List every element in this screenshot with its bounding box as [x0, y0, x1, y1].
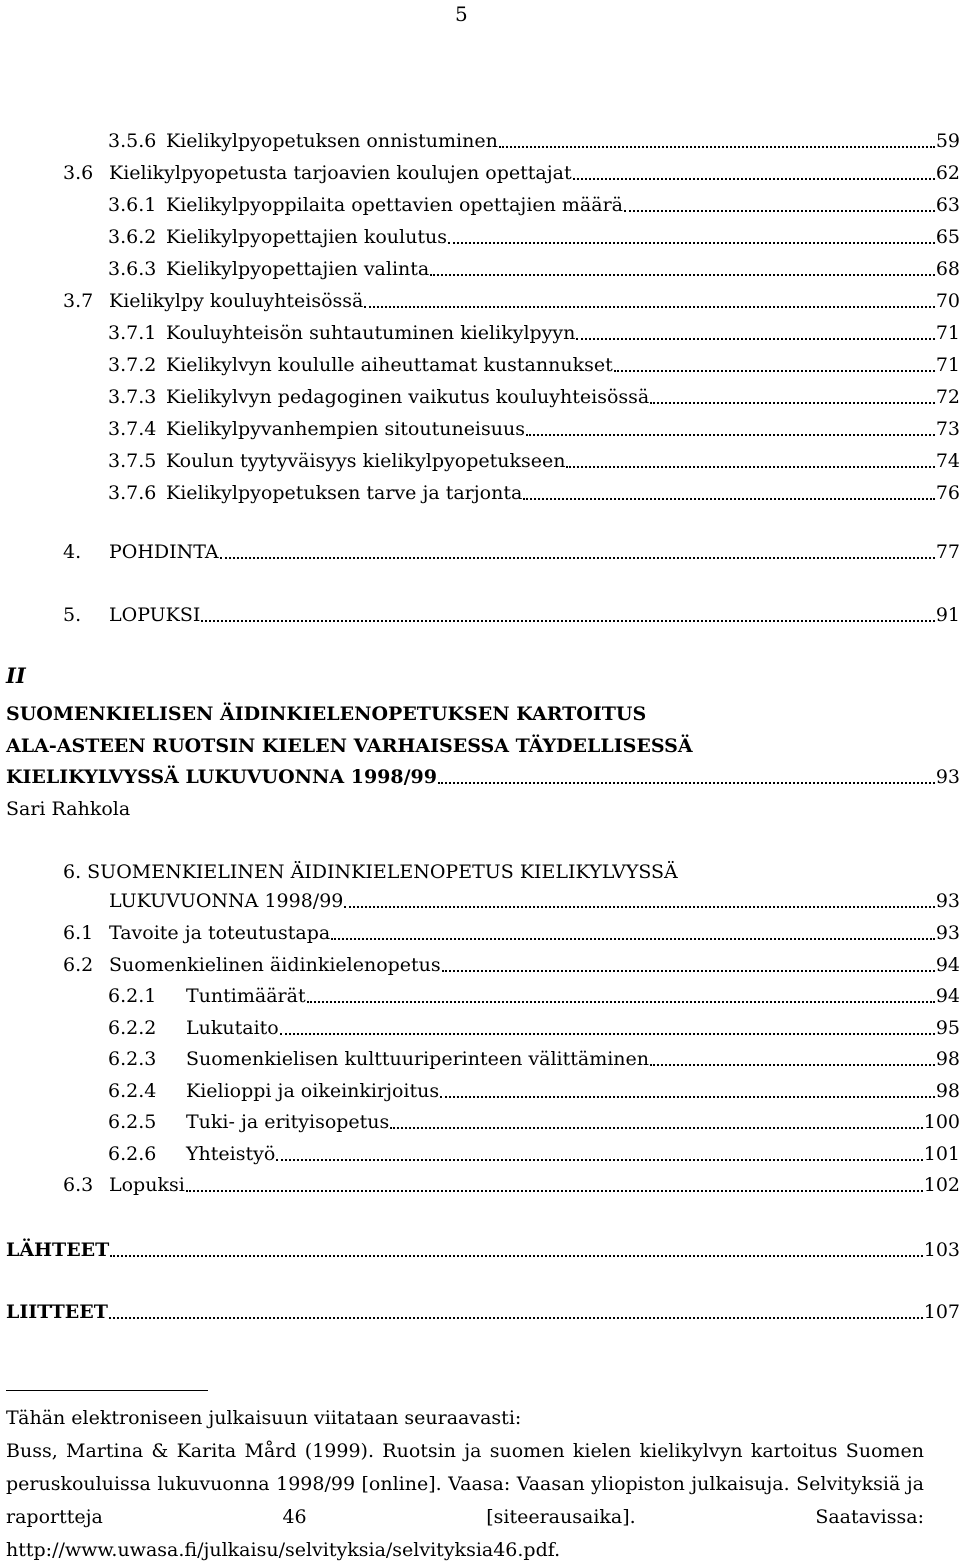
part-numeral: II: [6, 663, 26, 688]
toc-entry[interactable]: [63, 950, 960, 980]
toc-entry-number: 3.7.2: [108, 354, 157, 376]
toc-entry[interactable]: [108, 1044, 960, 1074]
toc-entry-page: 73: [935, 418, 960, 440]
citation-footnote: [6, 1402, 924, 1567]
toc-entry-liitteet[interactable]: [6, 1297, 960, 1327]
toc-entry-number: 6.2.1: [108, 985, 157, 1007]
toc-leader-dots: [109, 1317, 923, 1319]
toc-leader-dots: [624, 210, 935, 212]
toc-entry-title: Kielikylpyopettajien valinta: [166, 258, 430, 280]
toc-entry-title: Kouluyhteisön suhtautuminen kielikylpyyn: [166, 322, 576, 344]
toc-entry-page: 101: [923, 1142, 960, 1165]
toc-entry[interactable]: [63, 286, 960, 316]
toc-leader-dots: [499, 146, 935, 148]
toc-entry-number: 6.2.5: [108, 1111, 157, 1133]
toc-entry-title: Tuntimäärät: [186, 985, 306, 1007]
toc-entry-page: 72: [935, 386, 960, 408]
toc-entry-chapter6[interactable]: [63, 886, 960, 916]
toc-entry-number: 3.7.3: [108, 386, 157, 408]
toc-entry-number: 3.5.6: [108, 130, 157, 152]
toc-leader-dots: [576, 338, 934, 340]
toc-entry-title: Tavoite ja toteutustapa: [109, 922, 331, 944]
toc-entry[interactable]: [108, 350, 960, 380]
toc-entry[interactable]: [63, 918, 960, 948]
toc-entry-title: LOPUKSI: [109, 604, 201, 626]
toc-entry-lopuksi[interactable]: [63, 600, 960, 630]
toc-entry[interactable]: [108, 126, 960, 156]
footnote-citation: Buss, Martina & Karita Mård (1999). Ruotsin ja suomen kielen kielikylvyn kartoitus Suomen peruskouluissa lukuvuonna 1998/99 [online]. Vaasa: Vaasan yliopiston julkaisuja. Selvityksiä ja raportteja 46 [siteerausaika]. Saatavissa: http://www.uwasa.fi/julkaisu/selvityksia/selvityksia46.pdf.: [6, 1440, 924, 1561]
toc-entry-number: 5.: [63, 604, 82, 626]
toc-entry[interactable]: [63, 1170, 960, 1200]
toc-entry-number: 6.2.3: [108, 1048, 157, 1070]
toc-entry-number: 3.6.3: [108, 258, 157, 280]
toc-leader-dots: [186, 1190, 923, 1192]
toc-entry-page: 68: [935, 258, 960, 280]
toc-leader-dots: [526, 434, 935, 436]
toc-entry-number: 6.2.6: [108, 1142, 157, 1165]
toc-leader-dots: [430, 274, 935, 276]
toc-entry-page: 59: [935, 130, 960, 152]
toc-leader-dots: [440, 1096, 935, 1098]
toc-entry-page: 94: [935, 953, 960, 976]
toc-entry-title: LIITTEET: [6, 1301, 108, 1323]
toc-leader-dots: [344, 906, 934, 908]
toc-entry-title: Suomenkielinen äidinkielenopetus: [109, 953, 441, 976]
toc-entry-title: Koulun tyytyväisyys kielikylpyopetukseen: [166, 450, 566, 472]
toc-entry-page: 103: [923, 1239, 960, 1261]
toc-entry-number: 6.2: [63, 953, 94, 976]
toc-entry-page: 94: [935, 985, 960, 1007]
toc-entry-part2-heading[interactable]: [6, 762, 960, 792]
toc-entry-page: 65: [935, 226, 960, 248]
toc-entry-title: Kielikylvyn pedagoginen vaikutus kouluyhteisössä: [166, 386, 650, 408]
toc-entry[interactable]: [108, 1139, 960, 1169]
toc-entry-number: 3.7.4: [108, 418, 157, 440]
footnote-rule: [6, 1390, 208, 1391]
toc-entry-number: 3.7.6: [108, 482, 157, 504]
toc-entry[interactable]: [108, 414, 960, 444]
toc-entry-title: Kielikylpyopetusta tarjoavien koulujen opettajat: [109, 162, 572, 184]
toc-entry-page: 77: [935, 541, 960, 563]
toc-entry[interactable]: [108, 382, 960, 412]
toc-entry-page: 62: [935, 162, 960, 184]
toc-entry-page: 74: [935, 450, 960, 472]
toc-entry-page: 93: [935, 922, 960, 944]
toc-leader-dots: [220, 557, 935, 559]
toc-entry-page: 93: [935, 766, 960, 788]
toc-entry-page: 107: [923, 1301, 960, 1323]
toc-entry-page: 100: [923, 1111, 960, 1133]
toc-leader-dots: [566, 466, 934, 468]
toc-entry-title: Kielikylpyopetuksen tarve ja tarjonta: [166, 482, 523, 504]
chapter6-title-line1: 6. SUOMENKIELINEN ÄIDINKIELENOPETUS KIELIKYLVYSSÄ: [63, 861, 678, 883]
toc-entry-title: Kielikylpyoppilaita opettavien opettajien määrä: [166, 194, 624, 216]
toc-entry[interactable]: [63, 158, 960, 188]
toc-entry-number: 3.6.2: [108, 226, 157, 248]
toc-entry-number: 3.7: [63, 290, 94, 312]
toc-leader-dots: [438, 782, 935, 784]
chapter6-title-line2: LUKUVUONNA 1998/99: [109, 890, 344, 912]
toc-entry-page: 91: [935, 604, 960, 626]
toc-leader-dots: [650, 402, 935, 404]
toc-entry-number: 3.7.1: [108, 322, 157, 344]
toc-entry-title: Tuki- ja erityisopetus: [186, 1111, 390, 1133]
toc-entry-page: 70: [935, 290, 960, 312]
part2-author: Sari Rahkola: [6, 798, 131, 820]
toc-entry-lahteet[interactable]: [6, 1235, 960, 1265]
toc-entry-title: Lopuksi: [109, 1174, 185, 1196]
footnote-intro: Tähän elektroniseen julkaisuun viitataan seuraavasti:: [6, 1407, 522, 1429]
toc-entry[interactable]: [108, 981, 960, 1011]
toc-entry[interactable]: [108, 478, 960, 508]
toc-entry-page: 102: [923, 1174, 960, 1196]
toc-entry-number: 4.: [63, 541, 82, 563]
toc-leader-dots: [280, 1033, 935, 1035]
toc-entry-number: 3.6.1: [108, 194, 157, 216]
toc-leader-dots: [442, 970, 935, 972]
toc-entry-number: 6.2.2: [108, 1016, 157, 1039]
toc-leader-dots: [201, 620, 934, 622]
toc-entry-page: 76: [935, 482, 960, 504]
toc-entry[interactable]: [108, 1076, 960, 1106]
toc-leader-dots: [110, 1255, 922, 1257]
page-number: 5: [455, 2, 468, 26]
toc-entry-title: Yhteistyö: [186, 1142, 276, 1165]
toc-entry-title: Kielikylpyvanhempien sitoutuneisuus: [166, 418, 525, 440]
toc-entry-number: 3.7.5: [108, 450, 157, 472]
toc-entry-title: Kielioppi ja oikeinkirjoitus: [186, 1079, 440, 1102]
toc-entry-title: Kielikylpy kouluyhteisössä: [109, 290, 364, 312]
toc-leader-dots: [573, 178, 935, 180]
toc-entry-page: 63: [935, 194, 960, 216]
toc-entry[interactable]: [108, 254, 960, 284]
toc-entry-page: 98: [935, 1079, 960, 1102]
toc-entry-page: 71: [935, 322, 960, 344]
toc-leader-dots: [614, 370, 935, 372]
part2-heading-line2: ALA-ASTEEN RUOTSIN KIELEN VARHAISESSA TÄYDELLISESSÄ: [6, 735, 693, 757]
toc-entry[interactable]: [108, 446, 960, 476]
toc-entry-page: 95: [935, 1016, 960, 1039]
toc-entry-title: Suomenkielisen kulttuuriperinteen välittäminen: [186, 1048, 650, 1070]
part2-heading-line3: KIELIKYLVYSSÄ LUKUVUONNA 1998/99: [6, 766, 437, 788]
toc-leader-dots: [390, 1127, 922, 1129]
part2-heading-line1: SUOMENKIELISEN ÄIDINKIELENOPETUKSEN KARTOITUS: [6, 703, 647, 725]
toc-entry-title: POHDINTA: [109, 541, 219, 563]
toc-leader-dots: [276, 1159, 922, 1161]
toc-leader-dots: [650, 1064, 935, 1066]
toc-entry-page: 93: [935, 890, 960, 912]
toc-entry-title: Kielikylpyopettajien koulutus: [166, 226, 447, 248]
toc-entry[interactable]: [108, 222, 960, 252]
toc-entry-number: 3.6: [63, 162, 94, 184]
toc-entry-number: 6.1: [63, 922, 94, 944]
toc-entry-title: Kielikylvyn koululle aiheuttamat kustannukset: [166, 354, 613, 376]
toc-entry-page: 98: [935, 1048, 960, 1070]
toc-entry-title: Kielikylpyopetuksen onnistuminen: [166, 130, 498, 152]
toc-leader-dots: [307, 1001, 935, 1003]
toc-leader-dots: [331, 938, 935, 940]
toc-entry-pohdinta[interactable]: [63, 537, 960, 567]
toc-entry-title: LÄHTEET: [6, 1239, 110, 1261]
toc-entry-number: 6.2.4: [108, 1079, 157, 1102]
toc-leader-dots: [448, 242, 935, 244]
toc-leader-dots: [523, 498, 935, 500]
toc-entry-page: 71: [935, 354, 960, 376]
toc-entry[interactable]: [108, 1107, 960, 1137]
toc-entry[interactable]: [108, 1013, 960, 1043]
toc-leader-dots: [364, 306, 934, 308]
toc-entry[interactable]: [108, 318, 960, 348]
toc-entry-title: Lukutaito: [186, 1016, 279, 1039]
toc-entry-number: 6.3: [63, 1174, 94, 1196]
toc-entry[interactable]: [108, 190, 960, 220]
